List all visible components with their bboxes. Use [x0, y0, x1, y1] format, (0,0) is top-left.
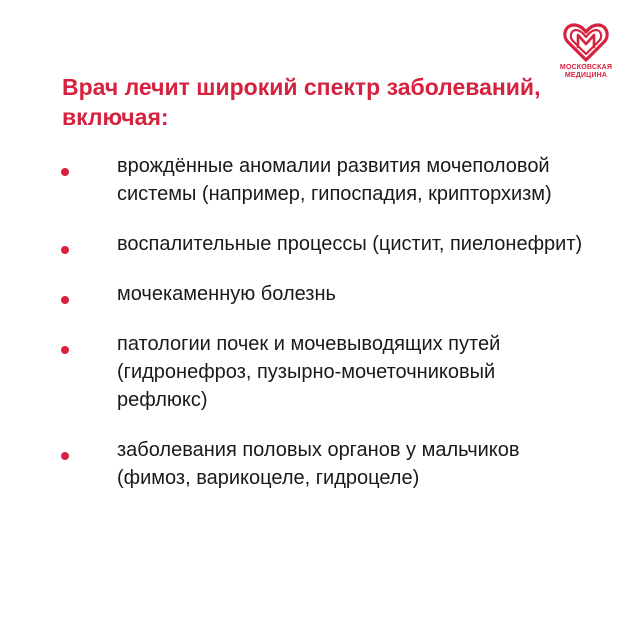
disease-list: [0, 152, 640, 514]
bullet-dot-icon: [61, 168, 69, 176]
list-item: [0, 230, 640, 258]
brand-name: [556, 64, 616, 80]
bullet-dot-icon: [61, 452, 69, 460]
bullet-dot-icon: [61, 246, 69, 254]
heart-m-logo-icon: [563, 22, 609, 62]
brand-logo: [556, 22, 616, 80]
list-item: [0, 436, 640, 492]
list-item: [0, 330, 640, 414]
list-item-text: врождённые аномалии развития мочеполовой системы (например, гипоспадия, крипторхизм): [117, 155, 552, 205]
list-item-text: мочекаменную болезнь: [117, 283, 336, 305]
list-item: [0, 152, 640, 208]
brand-name-line1: МОСКОВСКАЯ: [559, 64, 613, 71]
page-title: Врач лечит широкий спектр заболеваний, включая:: [62, 74, 541, 130]
bullet-dot-icon: [61, 296, 69, 304]
list-item-text: патологии почек и мочевыводящих путей (гидронефроз, пузырно-мочеточниковый рефлюкс): [117, 333, 501, 411]
bullet-dot-icon: [61, 346, 69, 354]
list-item-text: заболевания половых органов у мальчиков (фимоз, варикоцеле, гидроцеле): [117, 439, 520, 489]
list-item: [0, 280, 640, 308]
brand-name-line2: МЕДИЦИНА: [564, 72, 608, 79]
list-item-text: воспалительные процессы (цистит, пиелонефрит): [117, 233, 583, 255]
